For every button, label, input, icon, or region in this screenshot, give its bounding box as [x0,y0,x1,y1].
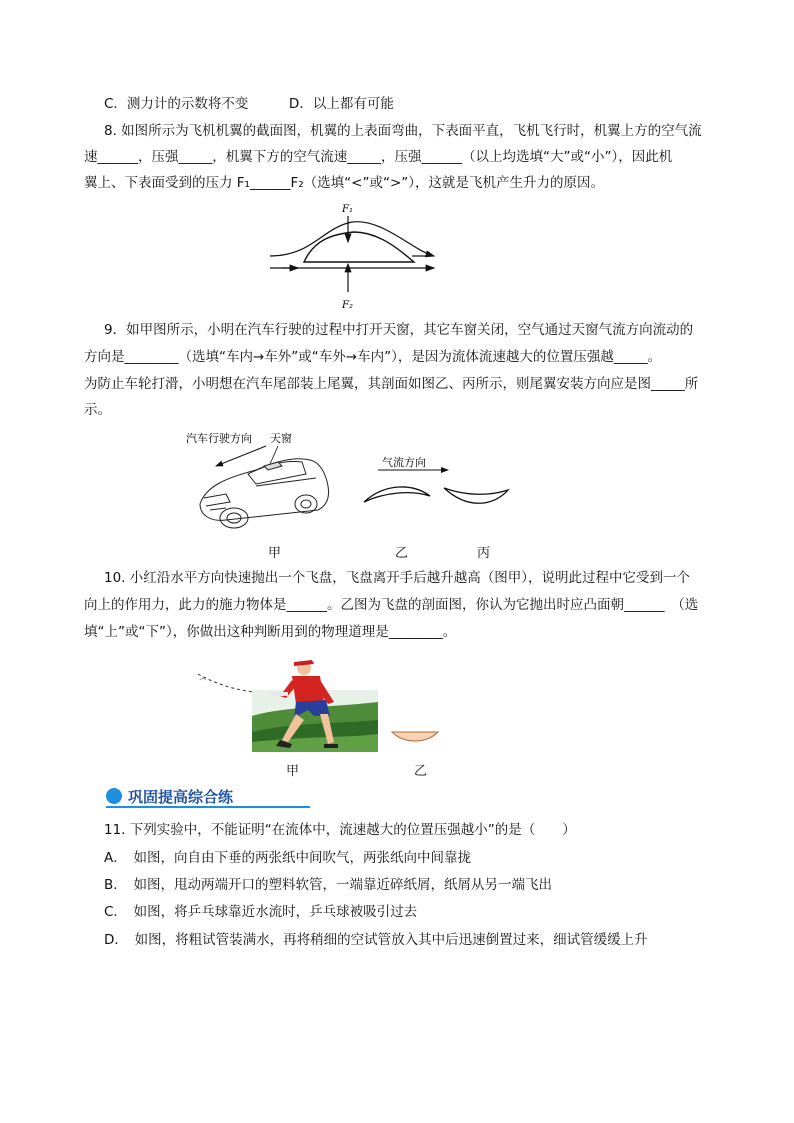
drive-direction-label: 汽车行驶方向 [186,432,252,445]
upper-airflow-line [270,222,434,256]
q11-option-d: D． 如图，将粗试管装满水，再将稍细的空试管放入其中后迅速倒置过来，细试管缓缓上升 [104,932,648,948]
section-title: 巩固提高综合练 [128,788,234,806]
frisbee-cross-section [390,728,440,744]
car-drawing [200,459,329,528]
car-figure [186,428,526,538]
q9-line-4: 示。 [84,402,111,418]
airfoil-figure [262,198,442,314]
wing-yi [364,487,430,502]
q8-line-2: 速______，压强_____，机翼下方的空气流速_____，压强______（以上均选填“大”或“小”），因此机 [84,149,673,165]
q8-line-3: 翼上、下表面受到的压力 F₁______F₂（选填“<”或“>”），这就是飞机产生升力的原因。 [84,175,604,191]
section-bullet-icon [106,788,122,804]
q9-line-1: 9．如甲图所示，小明在汽车行驶的过程中打开天窗，其它车窗关闭，空气通过天窗气流方向流动的 [104,322,694,338]
q9-line-3: 为防止车轮打滑，小明想在汽车尾部装上尾翼，其剖面如图乙、丙所示，则尾翼安装方向应是图_____所 [84,376,699,392]
fig9-caption-bing: 丙 [477,546,491,561]
q9-line-2: 方向是________（选填“车内→车外”或“车外→车内”），是因为流体流速越大的位置压强越_____。 [84,349,662,365]
fig10-caption-yi: 乙 [414,764,428,779]
fig9-caption-jia: 甲 [268,546,282,561]
f2-label: F₂ [342,300,353,311]
fig9-caption-yi: 乙 [395,546,409,561]
q11-option-b: B． 如图，甩动两端开口的塑料软管，一端靠近碎纸屑，纸屑从另一端飞出 [104,877,553,893]
airflow-label: 气流方向 [382,456,426,469]
q8-line-1: 8. 如图所示为飞机机翼的截面图，机翼的上表面弯曲，下表面平直，飞机飞行时，机翼上方的空气流 [104,123,702,139]
q10-line-1: 10. 小红沿水平方向快速抛出一个飞盘，飞盘离开手后越升越高（图甲），说明此过程中它受到一个 [104,570,691,586]
wing-bing [444,488,508,503]
q7-option-c-d: C．测力计的示数将不变 D．以上都有可能 [104,96,394,112]
q11-stem: 11. 下列实验中，不能证明“在流体中，流速越大的位置压强越小”的是（ ） [104,822,576,838]
drive-direction-arrow [216,446,266,466]
q11-option-a: A． 如图，向自由下垂的两张纸中间吹气，两张纸向中间靠拢 [104,850,471,866]
q11-option-c: C． 如图，将乒乓球靠近水流时，乒乓球被吸引过去 [104,904,418,920]
section-underline [106,806,310,808]
q10-line-2: 向上的作用力，此力的施力物体是______。乙图为飞盘的剖面图，你认为它抛出时应凸面朝______ （选 [84,597,699,613]
f1-label: F₁ [342,204,353,215]
q10-line-3: 填“上”或“下”），你做出这种判断用到的物理道理是________。 [84,624,457,640]
frisbee-player-figure [196,650,380,756]
sunroof-label: 天窗 [270,432,292,445]
fig10-caption-jia: 甲 [286,764,300,779]
